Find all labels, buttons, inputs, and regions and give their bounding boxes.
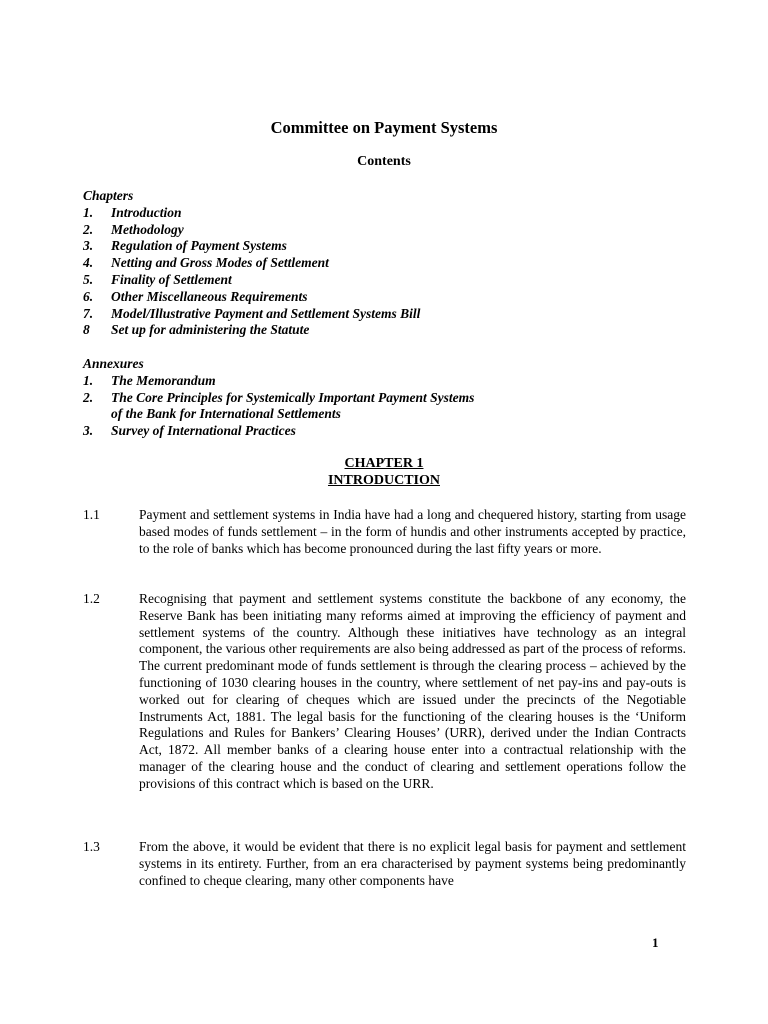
chapter-item: 5. Finality of Settlement (83, 271, 232, 287)
chapter-title: INTRODUCTION (327, 473, 440, 488)
chapter-label: CHAPTER 1 (344, 456, 424, 471)
chapter-item: 6. Other Miscellaneous Requirements (83, 288, 308, 304)
annexures-list (83, 356, 683, 440)
chapter-item: 2. Methodology (83, 221, 184, 237)
chapter-item: 4. Netting and Gross Modes of Settlement (83, 255, 329, 271)
chapter-item: 3. Regulation of Payment Systems (83, 238, 287, 254)
paragraph-text: From the above, it would be evident that there is no explicit legal basis for payment and settlement systems in its entirety. Further, from an era characterised by payment systems being predominantly confined to cheque clearing, many other components have (139, 839, 686, 888)
paragraph-number: 1.3 (83, 839, 100, 854)
page-number: 1 (652, 935, 659, 950)
paragraph (83, 507, 686, 557)
chapter-item: 1. Introduction (83, 204, 182, 220)
paragraph-text: Recognising that payment and settlement systems constitute the backbone of any economy, the Reserve Bank has been initiating many reforms aimed at improving the efficiency of payment and settlement systems of the country. Although these initiatives have technology as an integral component, the various other requirements are also being addressed as part of the process of reforms. The current predominant mode of funds settlement is through the clearing process – achieved by the functioning of 1030 clearing houses in the country, where settlement of net pay-ins and pay-outs is worked out for clearing of cheques which are issued under the precincts of the Negotiable Instruments Act, 1881. The legal basis for the functioning of the clearing houses is the ‘Uniform Regulations and Rules for Bankers’ Clearing Houses’ (URR), derived under the Indian Contracts Act, 1872. All member banks of a clearing house enter into a contractual relationship with the manager of the clearing house and the conduct of clearing and settlement operations follow the provisions of this contract which is based on the URR. (139, 591, 686, 791)
document-title: Committee on Payment Systems (270, 118, 498, 137)
chapter-heading (0, 455, 768, 489)
chapter-item: 8 Set up for administering the Statute (83, 322, 310, 338)
paragraph-number: 1.1 (83, 507, 100, 522)
annexures-heading: Annexures (83, 356, 144, 371)
chapters-heading: Chapters (83, 188, 134, 203)
paragraph-text: Payment and settlement systems in India have had a long and chequered history, starting from usage based modes of funds settlement – in the form of hundis and other instruments accepted by practice, to the role of banks which has become pronounced during the last fifty years or more. (139, 507, 686, 556)
chapter-item: 7. Model/Illustrative Payment and Settlement Systems Bill (83, 305, 421, 321)
paragraph-number: 1.2 (83, 591, 100, 606)
paragraph (83, 591, 686, 793)
annexure-item: 1. The Memorandum (83, 372, 216, 388)
chapters-list (83, 188, 683, 339)
contents-heading: Contents (357, 154, 411, 169)
annexure-item: 3. Survey of International Practices (83, 423, 296, 439)
annexure-item: 2. The Core Principles for Systemically Important Payment Systems of the Bank for International Settlements (83, 389, 475, 422)
paragraph (83, 839, 686, 889)
